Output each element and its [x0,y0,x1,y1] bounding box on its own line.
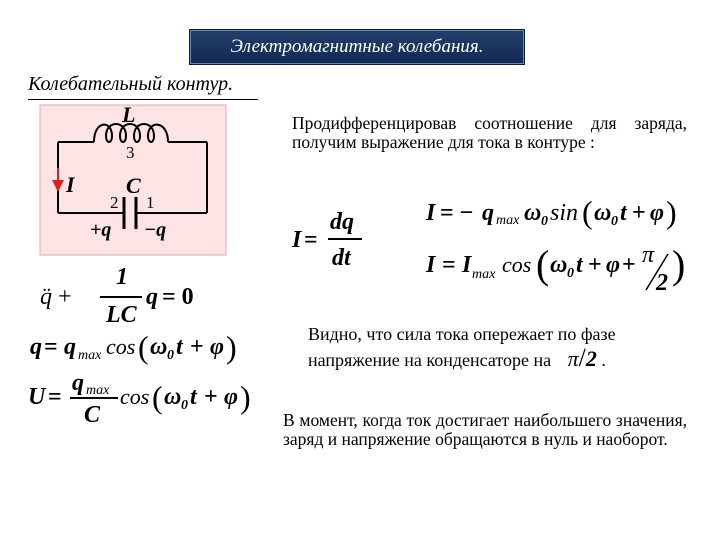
formula-current-sin [420,192,680,234]
f-cos-t: t [576,252,583,278]
f-q-sub: max [78,348,102,363]
f-sin-paren-open: ( [582,194,593,230]
f-q-paren-close: ) [226,329,237,365]
f-sin-plus: + [632,200,646,226]
current-label: I [66,172,75,197]
f-u-eq: = [48,384,62,410]
f-u-paren-open: ( [152,379,163,415]
f-ode-eq: = 0 [162,284,194,310]
p2-line1: Видно, что сила тока опережает по фазе [308,324,616,344]
plus-q-label: +q [90,219,112,241]
phase-formula [567,343,597,372]
f-q-paren-open: ( [138,329,149,365]
f-sin-fn: sin [550,200,579,226]
f-sin-sub: max [496,213,520,228]
f-q-t: t [176,334,183,360]
f-u-phi: φ [224,384,239,410]
f-u-paren-close: ) [240,379,251,415]
phase-two: 2 [585,346,597,371]
f-sin-eq: = − [440,200,474,226]
f-sin-t: t [620,200,627,226]
f-sin-paren-close: ) [666,194,677,230]
f-u-sub: max [86,383,110,398]
f-u-t: t [190,384,197,410]
f-cos-eq: = [442,252,456,278]
f-cos-fn: cos [502,252,532,277]
f-q-q: q [64,334,76,360]
f-cos-paren-open: ( [536,242,550,287]
f-u-lhs: U [28,384,46,410]
paragraph-differentiation: Продифференцировав соотношение для заряда, получим выражение для тока в контуре : [292,113,687,152]
paragraph-phase-lead [308,323,686,372]
phase-pi: π [567,346,579,371]
f-q-eq: = [44,334,58,360]
formula-voltage [26,370,256,430]
f-def-num: dq [330,209,354,235]
f-sin-lhs: I [426,200,436,226]
f-ode-one: 1 [116,264,128,290]
f-u-q: q [72,370,84,396]
f-q-zero: 0 [167,348,174,363]
f-q-fn: cos [106,334,136,359]
p2-period: . [601,350,606,370]
f-cos-paren-close: ) [672,242,686,287]
f-sin-zero1: 0 [541,214,548,229]
f-sin-phi: φ [650,200,665,226]
p2-line2 [308,343,686,372]
f-cos-plus2: + [622,252,636,278]
f-u-den: C [84,402,101,428]
f-cos-I: I [462,252,472,278]
point-1-label: 1 [146,193,155,212]
paragraph-max-current: В момент, когда ток достигает наибольшего значения, заряд и напряжение обращаются в нуль и наоборот. [283,410,687,449]
phase-slash: / [578,343,586,372]
minus-q-label: −q [144,219,167,241]
f-sin-omega2: ω [594,200,612,226]
f-def-den: dt [332,245,351,271]
f-u-zero: 0 [181,398,188,413]
f-u-plus: + [204,384,218,410]
f-cos-zero: 0 [567,266,574,281]
lc-circuit-diagram [30,100,230,260]
slide-title: Электромагнитные колебания. [230,36,484,57]
formula-current-cos [420,240,686,298]
f-ode-plus: + [58,284,72,310]
f-sin-q: q [482,200,494,226]
f-def-lhs: I [292,227,302,253]
formula-ode [30,262,230,328]
f-q-omega: ω [150,334,168,360]
f-ode-q: q [146,284,158,310]
p2-line2-text: напряжение на конденсаторе на [308,350,552,370]
f-u-fn: cos [120,384,150,409]
formula-current-definition [290,205,370,275]
f-cos-phi: φ [606,252,621,278]
f-cos-lhs: I [426,252,436,278]
f-cos-pi: π [642,242,655,268]
formula-charge [26,328,246,368]
point-3-label: 3 [126,143,135,162]
f-def-eq: = [304,227,318,253]
f-u-omega: ω [164,384,182,410]
f-q-phi: φ [210,334,225,360]
f-q-lhs: q [30,334,42,360]
f-cos-two: 2 [656,270,668,296]
f-sin-zero2: 0 [611,214,618,229]
f-cos-omega: ω [550,252,568,278]
f-cos-plus: + [588,252,602,278]
inductor-label: L [122,102,136,127]
slide-title-banner [190,30,524,64]
f-ode-lc: LC [106,302,137,328]
f-cos-sub: max [472,267,496,282]
f-ode-qdd: q̈ [40,284,52,310]
capacitor-label: C [126,173,141,198]
f-sin-omega1: ω [524,200,542,226]
section-title: Колебательный контур. [28,73,234,95]
f-q-plus: + [190,334,204,360]
point-2-label: 2 [110,193,119,212]
